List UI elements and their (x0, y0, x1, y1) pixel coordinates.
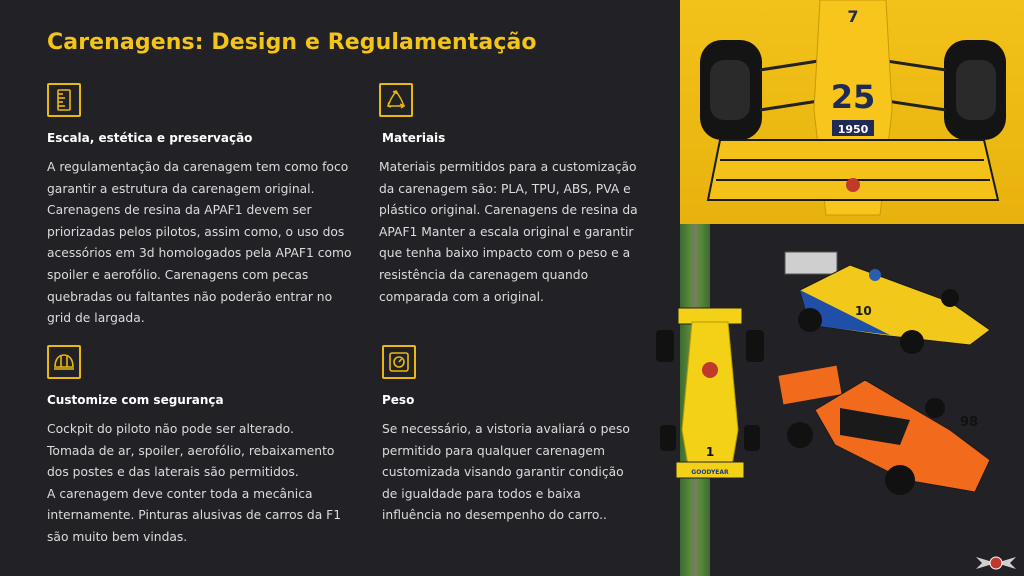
top-car-photo (680, 0, 1024, 224)
section-body: Se necessário, a vistoria avaliará o peso permitido para qualquer carenagem customizada visando garantir condição de igualdade para todos e baixa influência no desempenho do carro.. (382, 422, 630, 523)
section-body: Materiais permitidos para a customização da carenagem são: PLA, TPU, ABS, PVA e plástico original. Carenagens de resina da APAF1 Manter a escala original e garantir que tenha baixo impacto com o peso e a resistência da carenagem quando comparada com a original. (379, 160, 638, 304)
winged-logo-icon (974, 553, 1018, 573)
section-heading: Customize com segurança (47, 393, 224, 407)
yellow-car-sponsor: GOODYEAR (691, 469, 729, 476)
recycle-icon (379, 83, 413, 117)
helmet-icon (47, 345, 81, 379)
section-heading: Escala, estética e preservação (47, 131, 253, 145)
ruler-icon (47, 83, 81, 117)
slot-cars-photo (650, 230, 1020, 576)
blue-car-number: 10 (855, 304, 872, 318)
orange-slot-car (778, 365, 990, 495)
section-body: Cockpit do piloto não pode ser alterado. Tomada de ar, spoiler, aerofólio, rebaixamento dos postes e das laterais são permitidos. A carenagem deve conter toda a mecânica internamente. Pinturas alusivas de carros da F1 são muito bem vindas. (47, 422, 342, 544)
section-scale (47, 83, 367, 330)
yellow-car-number: 1 (705, 445, 715, 459)
section-materials (379, 83, 649, 308)
section-weight (382, 345, 647, 527)
top-car-badge: 1950 (837, 123, 869, 136)
yellow-slot-car (656, 308, 764, 478)
top-car-number: 25 (830, 78, 876, 116)
section-safety (47, 345, 352, 549)
section-heading: Peso (382, 393, 415, 407)
section-heading: Materiais (382, 131, 446, 145)
orange-car-number: 98 (960, 415, 979, 430)
blue-slot-car (785, 252, 990, 354)
page-title: Carenagens: Design e Regulamentação (47, 30, 537, 55)
top-car-number-small: 7 (847, 7, 859, 26)
scale-icon (382, 345, 416, 379)
section-body: A regulamentação da carenagem tem como foco garantir a estrutura da carenagem original. Carenagens de resina da APAF1 devem ser priorizadas pelos pilotos, assim como, o uso dos acessórios em 3d homologados pela APAF1 como spoiler e aerofólio. Carenagens com pecas quebradas ou faltantes não poderão entrar no grid de largada. (47, 160, 352, 326)
